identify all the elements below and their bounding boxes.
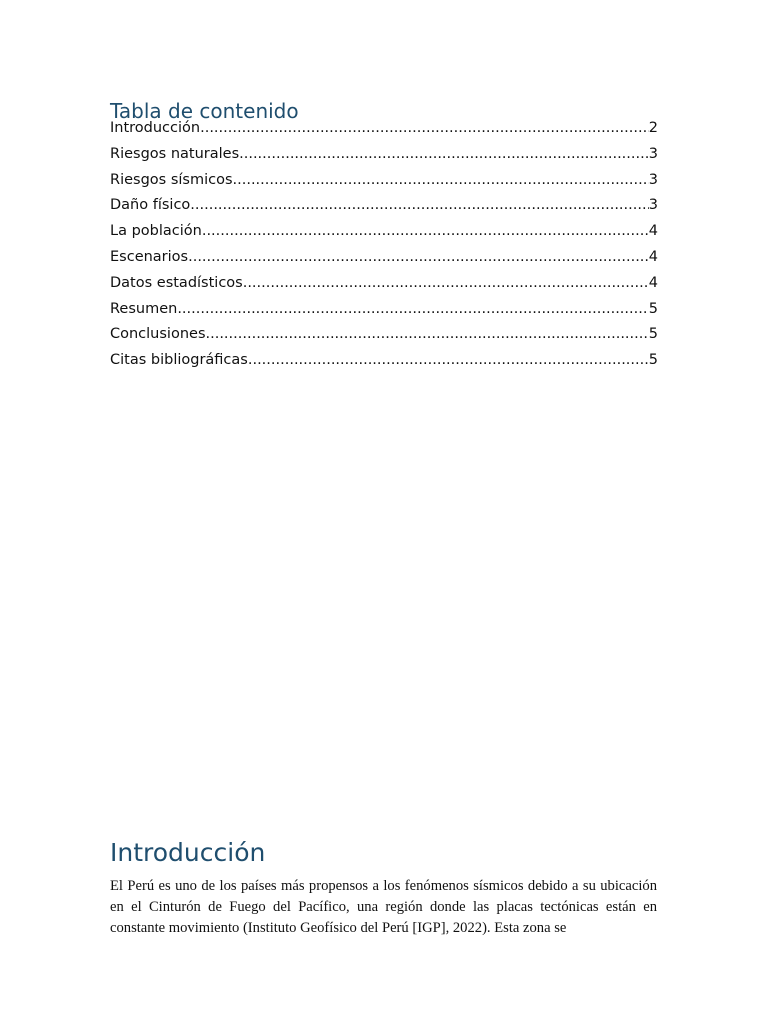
toc-entry-escenarios[interactable] [110, 249, 658, 275]
toc-entry-label: Conclusiones [110, 326, 206, 343]
toc-entry-introduccion[interactable] [110, 120, 658, 146]
toc-page-number: 3 [648, 171, 658, 188]
toc-page-number: 4 [648, 248, 658, 265]
table-of-contents [110, 120, 658, 378]
toc-leader-dots [202, 223, 649, 239]
toc-leader-dots [190, 197, 648, 213]
toc-entry-label: Resumen [110, 300, 178, 317]
toc-leader-dots [239, 146, 649, 162]
toc-entry-label: Riesgos naturales [110, 145, 240, 162]
toc-entry-label: Introducción [110, 120, 201, 136]
toc-leader-dots [233, 172, 649, 188]
toc-entry-label: Datos estadísticos [110, 274, 243, 291]
toc-leader-dots [188, 249, 649, 265]
toc-entry-label: La población [110, 223, 202, 240]
toc-entry-la-poblacion[interactable] [110, 223, 658, 249]
toc-page-number: 5 [648, 326, 658, 343]
toc-leader-dots [248, 352, 649, 368]
toc-page-number: 2 [648, 120, 658, 136]
toc-leader-dots [200, 120, 649, 136]
introduction-heading: Introducción [110, 838, 266, 867]
toc-page-number: 3 [648, 145, 658, 162]
toc-entry-conclusiones[interactable] [110, 326, 658, 352]
toc-page-number: 4 [648, 223, 658, 240]
toc-entry-citas-bibliograficas[interactable] [110, 352, 658, 378]
toc-entry-resumen[interactable] [110, 301, 658, 327]
toc-page-number: 5 [648, 352, 658, 369]
toc-entry-label: Daño físico [110, 197, 191, 214]
toc-entry-label: Citas bibliográficas [110, 352, 248, 369]
toc-page-number: 3 [648, 197, 658, 214]
toc-page-number: 4 [648, 274, 658, 291]
toc-entry-label: Riesgos sísmicos [110, 171, 233, 188]
toc-page-number: 5 [648, 300, 658, 317]
toc-title: Tabla de contenido [110, 99, 299, 123]
introduction-paragraph: El Perú es uno de los países más propensos a los fenómenos sísmicos debido a su ubicación en el Cinturón de Fuego del Pacífico, una región donde las placas tectónicas están en constante movimiento (Instituto Geofísico del Perú [IGP], 2022). Esta zona se [110, 878, 657, 936]
toc-entry-riesgos-sismicos[interactable] [110, 172, 658, 198]
toc-entry-label: Escenarios [110, 248, 189, 265]
toc-leader-dots [177, 301, 648, 317]
toc-entry-riesgos-naturales[interactable] [110, 146, 658, 172]
toc-leader-dots [206, 326, 649, 342]
toc-leader-dots [243, 275, 649, 291]
toc-entry-datos-estadisticos[interactable] [110, 275, 658, 301]
toc-entry-dano-fisico[interactable] [110, 197, 658, 223]
